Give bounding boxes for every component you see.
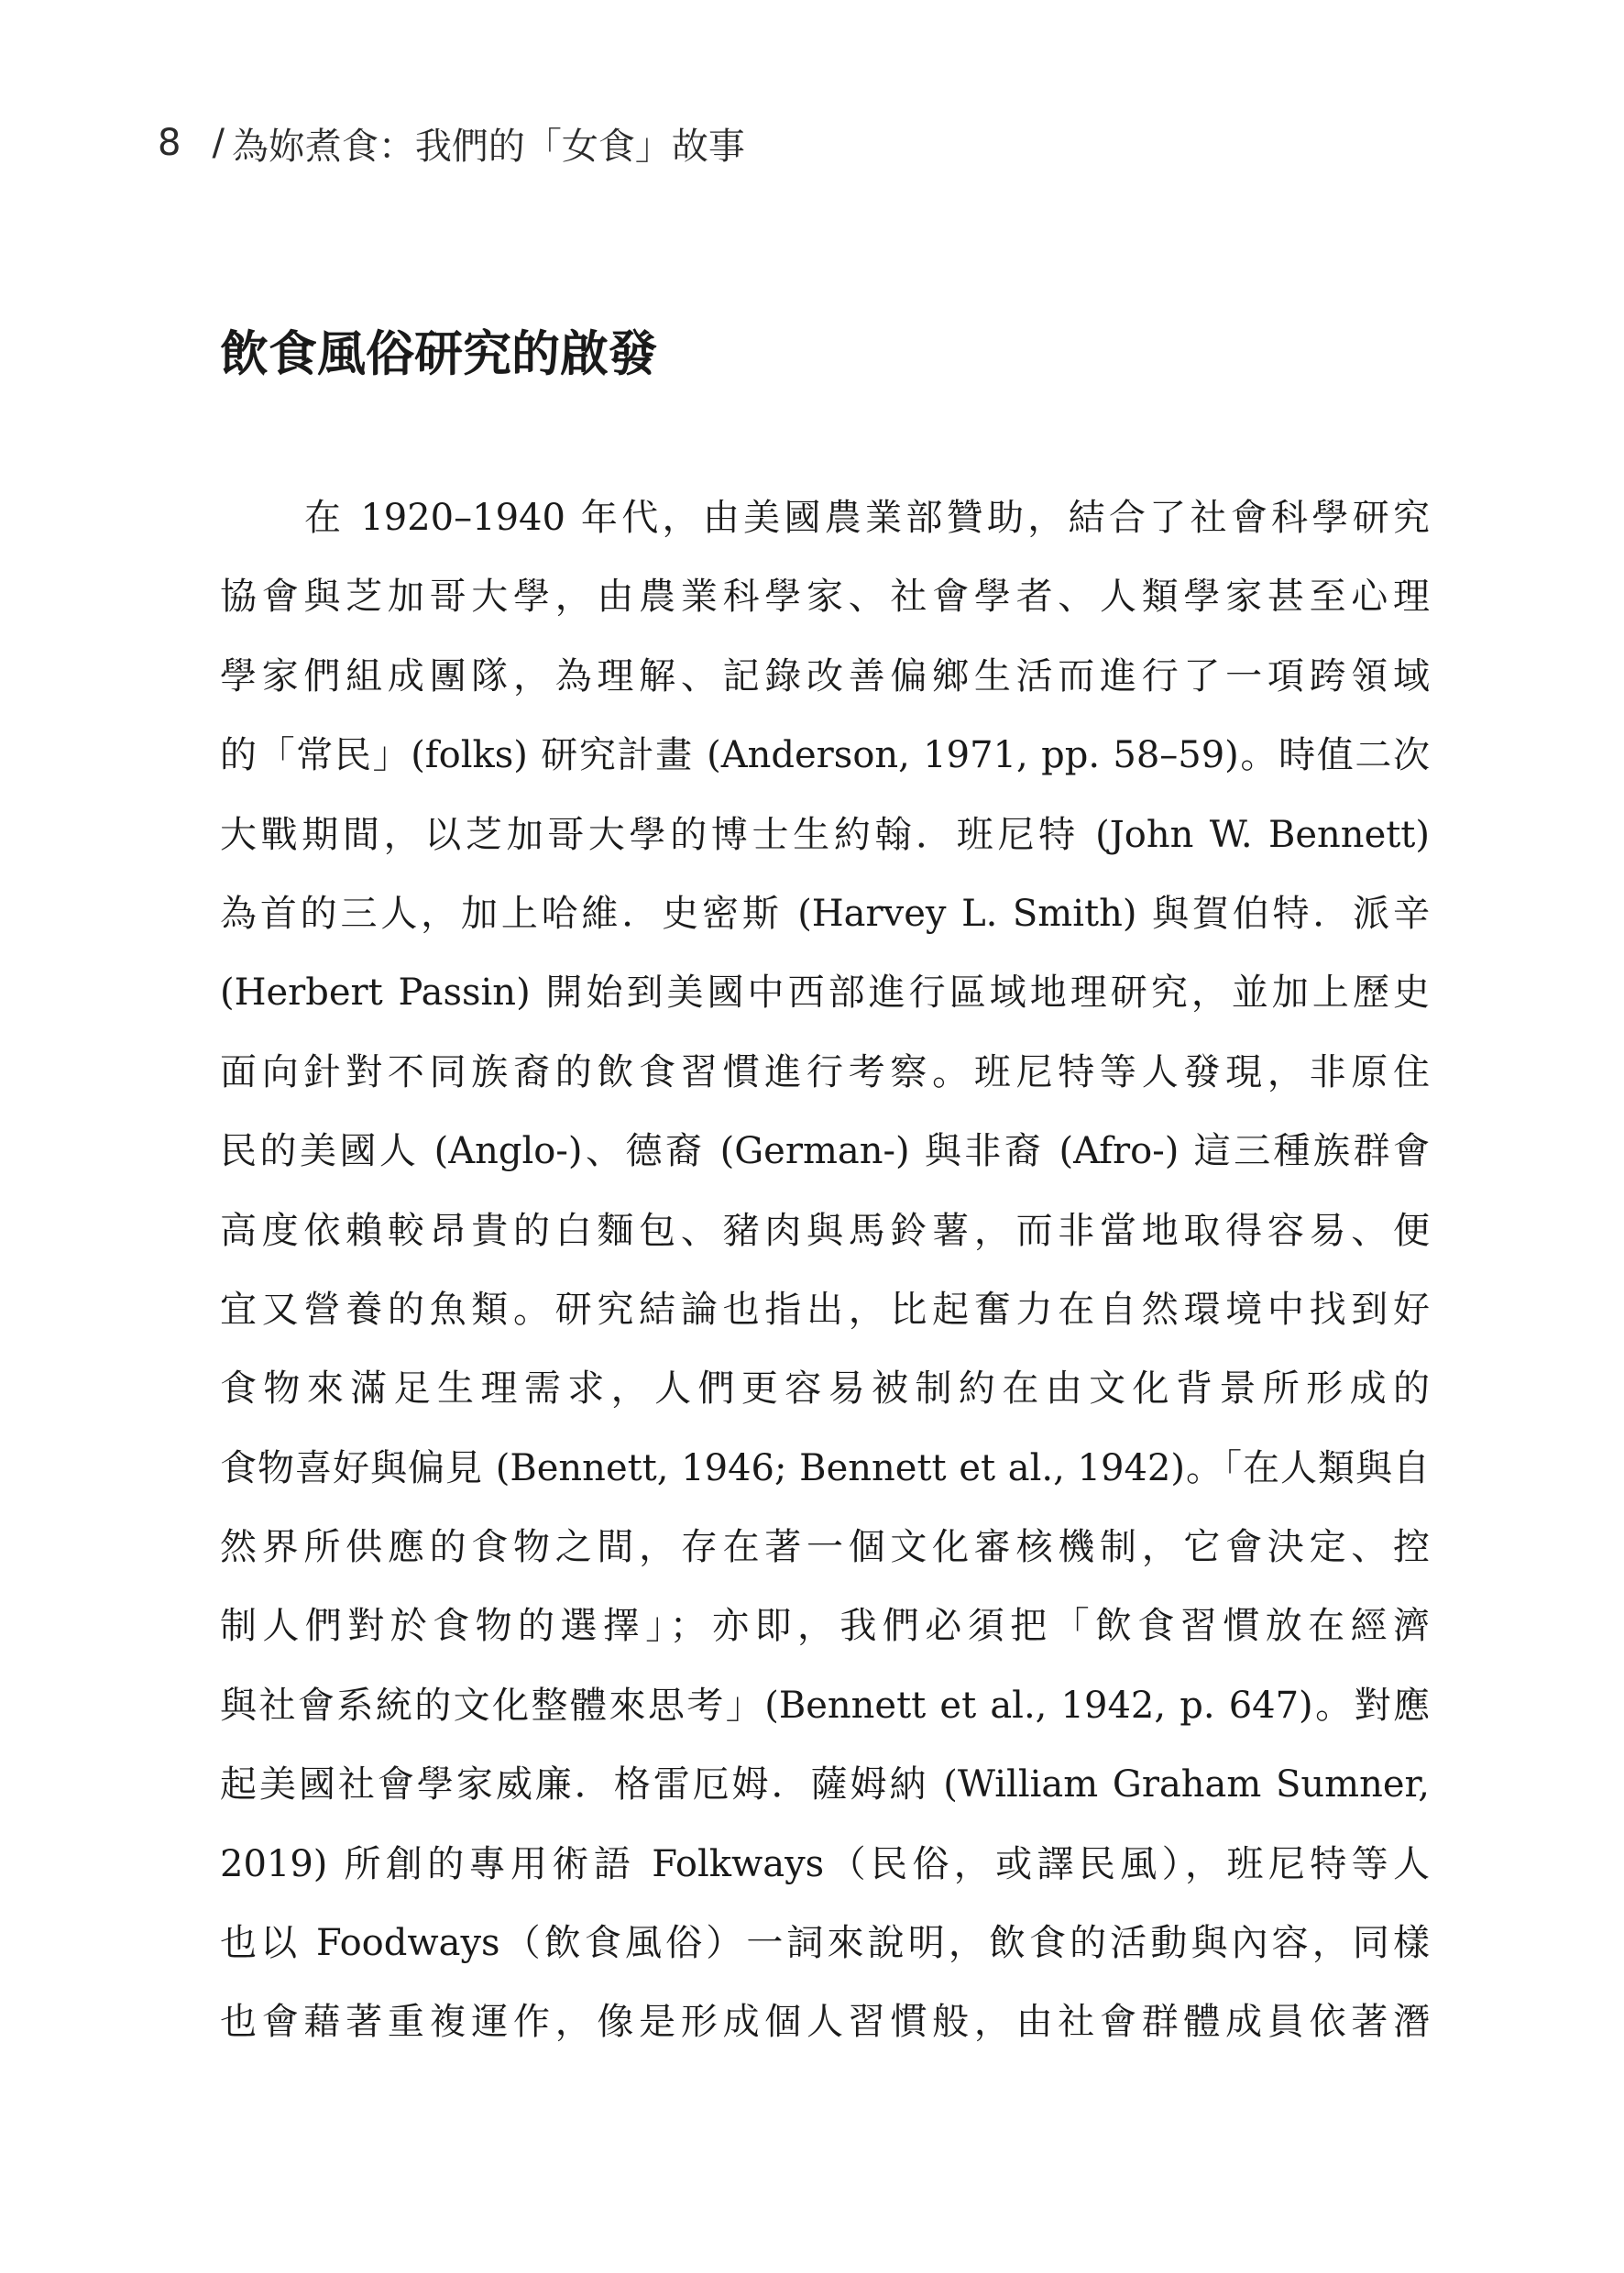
body-paragraph bbox=[220, 478, 1430, 2062]
book-title: 為妳煮食：我們的「女食」故事 bbox=[231, 125, 745, 168]
text-line: 為首的三人，加上哈維．史密斯 (Harvey L. Smith) 與賀伯特．派辛 bbox=[220, 892, 1430, 935]
text-line: 然界所供應的食物之間，存在著一個文化審核機制，它會決定、控 bbox=[220, 1526, 1430, 1569]
text-line: 起美國社會學家威廉．格雷厄姆．薩姆納 (William Graham Sumner, bbox=[220, 1763, 1430, 1806]
running-header bbox=[158, 117, 745, 169]
text-line: (Herbert Passin) 開始到美國中西部進行區域地理研究，並加上歷史 bbox=[220, 972, 1430, 1015]
text-line: 宜又營養的魚類。研究結論也指出，比起奮力在自然環境中找到好 bbox=[220, 1288, 1430, 1331]
text-line: 制人們對於食物的選擇」；亦即，我們必須把「飲食習慣放在經濟 bbox=[220, 1605, 1430, 1648]
text-line: 高度依賴較昂貴的白麵包、豬肉與馬鈴薯，而非當地取得容易、便 bbox=[220, 1209, 1430, 1252]
text-line: 的「常民」(folks) 研究計畫 (Anderson, 1971, pp. 58–59)。時值二次 bbox=[220, 734, 1430, 777]
text-line: 學家們組成團隊，為理解、記錄改善偏鄉生活而進行了一項跨領域 bbox=[220, 654, 1430, 697]
text-line: 與社會系統的文化整體來思考」(Bennett et al., 1942, p. 647)。對應 bbox=[220, 1684, 1430, 1727]
text-line: 2019) 所創的專用術語 Folkways（民俗，或譯民風），班尼特等人 bbox=[220, 1842, 1430, 1885]
text-line: 也會藉著重複運作，像是形成個人習慣般，由社會群體成員依著潛 bbox=[220, 2001, 1430, 2044]
text-line: 民的美國人 (Anglo-)、德裔 (German-) 與非裔 (Afro-) 這三種族群會 bbox=[220, 1130, 1430, 1173]
text-line: 協會與芝加哥大學，由農業科學家、社會學者、人類學家甚至心理 bbox=[220, 576, 1430, 619]
text-line: 在 1920–1940 年代，由美國農業部贊助，結合了社會科學研究 bbox=[304, 497, 1430, 539]
text-line: 食物喜好與偏見 (Bennett, 1946; Bennett et al., 1942)。「在人類與自 bbox=[220, 1446, 1430, 1489]
text-line: 大戰期間，以芝加哥大學的博士生約翰．班尼特 (John W. Bennett) bbox=[220, 813, 1430, 856]
text-line: 也以 Foodways（飲食風俗）一詞來說明，飲食的活動與內容，同樣 bbox=[220, 1922, 1430, 1965]
header-separator: / bbox=[212, 122, 225, 164]
page-number: 8 bbox=[158, 122, 181, 164]
text-line: 面向針對不同族裔的飲食習慣進行考察。班尼特等人發現，非原住 bbox=[220, 1050, 1430, 1093]
section-heading: 飲食風俗研究的啟發 bbox=[220, 326, 657, 382]
text-line: 食物來滿足生理需求，人們更容易被制約在由文化背景所形成的 bbox=[220, 1367, 1430, 1411]
